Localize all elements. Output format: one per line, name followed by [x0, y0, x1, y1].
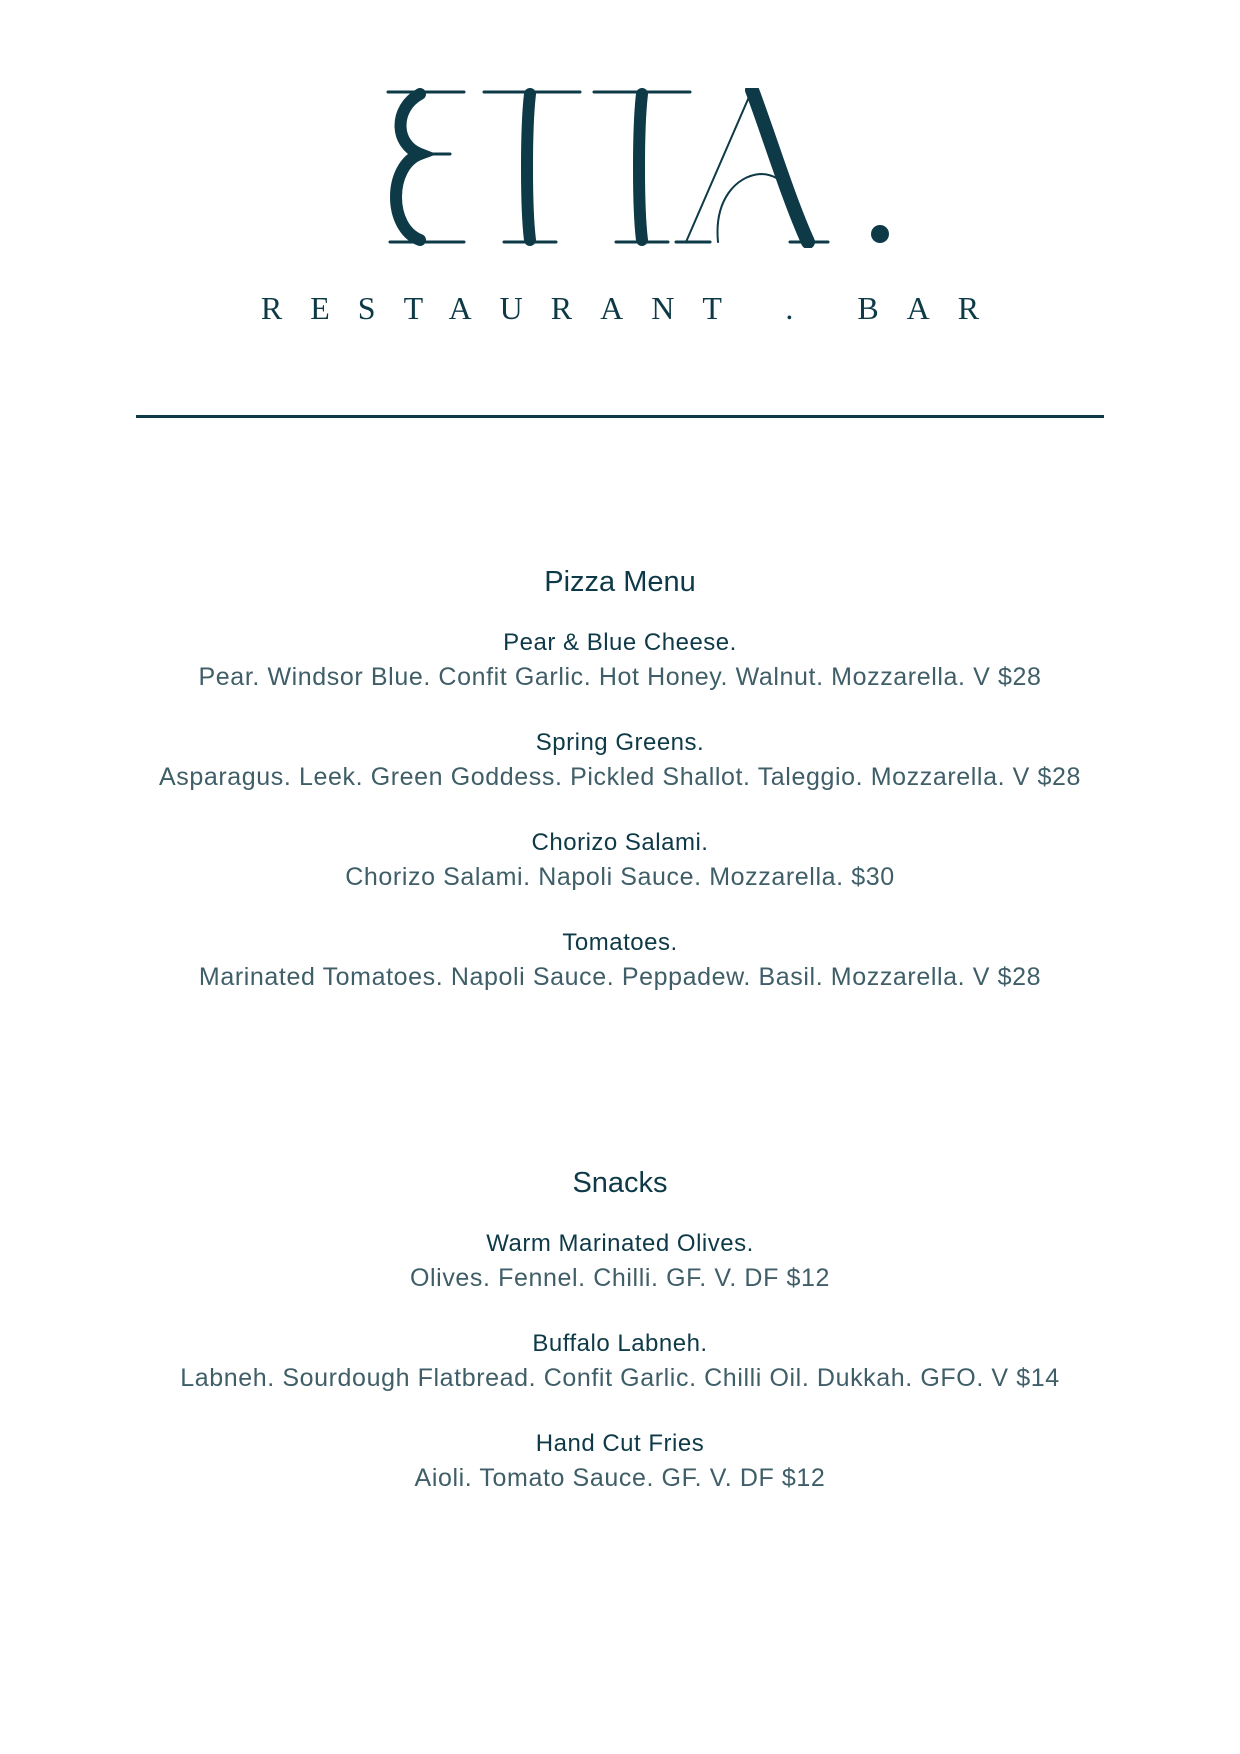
menu-item-description: Chorizo Salami. Napoli Sauce. Mozzarella. $30 [345, 863, 895, 891]
menu-item-description: Aioli. Tomato Sauce. GF. V. DF $12 [414, 1464, 826, 1492]
menu-item [120, 626, 1120, 694]
menu-item-name: Spring Greens. [535, 729, 705, 756]
menu-item [120, 1427, 1120, 1495]
pizza-menu-section [120, 562, 1120, 1026]
menu-item-name: Tomatoes. [562, 929, 678, 956]
menu-item-name: Hand Cut Fries [535, 1430, 705, 1457]
menu-item [120, 1327, 1120, 1395]
menu-item-description: Asparagus. Leek. Green Goddess. Pickled Shallot. Taleggio. Mozzarella. V $28 [158, 763, 1082, 791]
menu-item-description: Labneh. Sourdough Flatbread. Confit Garlic. Chilli Oil. Dukkah. GFO. V $14 [180, 1364, 1060, 1392]
menu-item [120, 826, 1120, 894]
menu-item-name: Chorizo Salami. [531, 829, 709, 856]
menu-item [120, 926, 1120, 994]
brand-tagline: RESTAURANT . BAR [260, 290, 1008, 326]
menu-item-name: Buffalo Labneh. [532, 1330, 708, 1357]
menu-item-name: Pear & Blue Cheese. [503, 629, 737, 656]
header-divider [136, 415, 1104, 418]
menu-item [120, 726, 1120, 794]
menu-item-name: Warm Marinated Olives. [486, 1230, 754, 1257]
menu-item-description: Olives. Fennel. Chilli. GF. V. DF $12 [409, 1264, 831, 1292]
etta-logo [380, 88, 900, 248]
section-title: Pizza Menu [544, 566, 696, 598]
menu-item-description: Pear. Windsor Blue. Confit Garlic. Hot Honey. Walnut. Mozzarella. V $28 [198, 663, 1042, 691]
menu-item-description: Marinated Tomatoes. Napoli Sauce. Peppadew. Basil. Mozzarella. V $28 [198, 963, 1042, 991]
snacks-section [120, 1163, 1120, 1527]
menu-item [120, 1227, 1120, 1295]
section-title: Snacks [572, 1167, 668, 1199]
